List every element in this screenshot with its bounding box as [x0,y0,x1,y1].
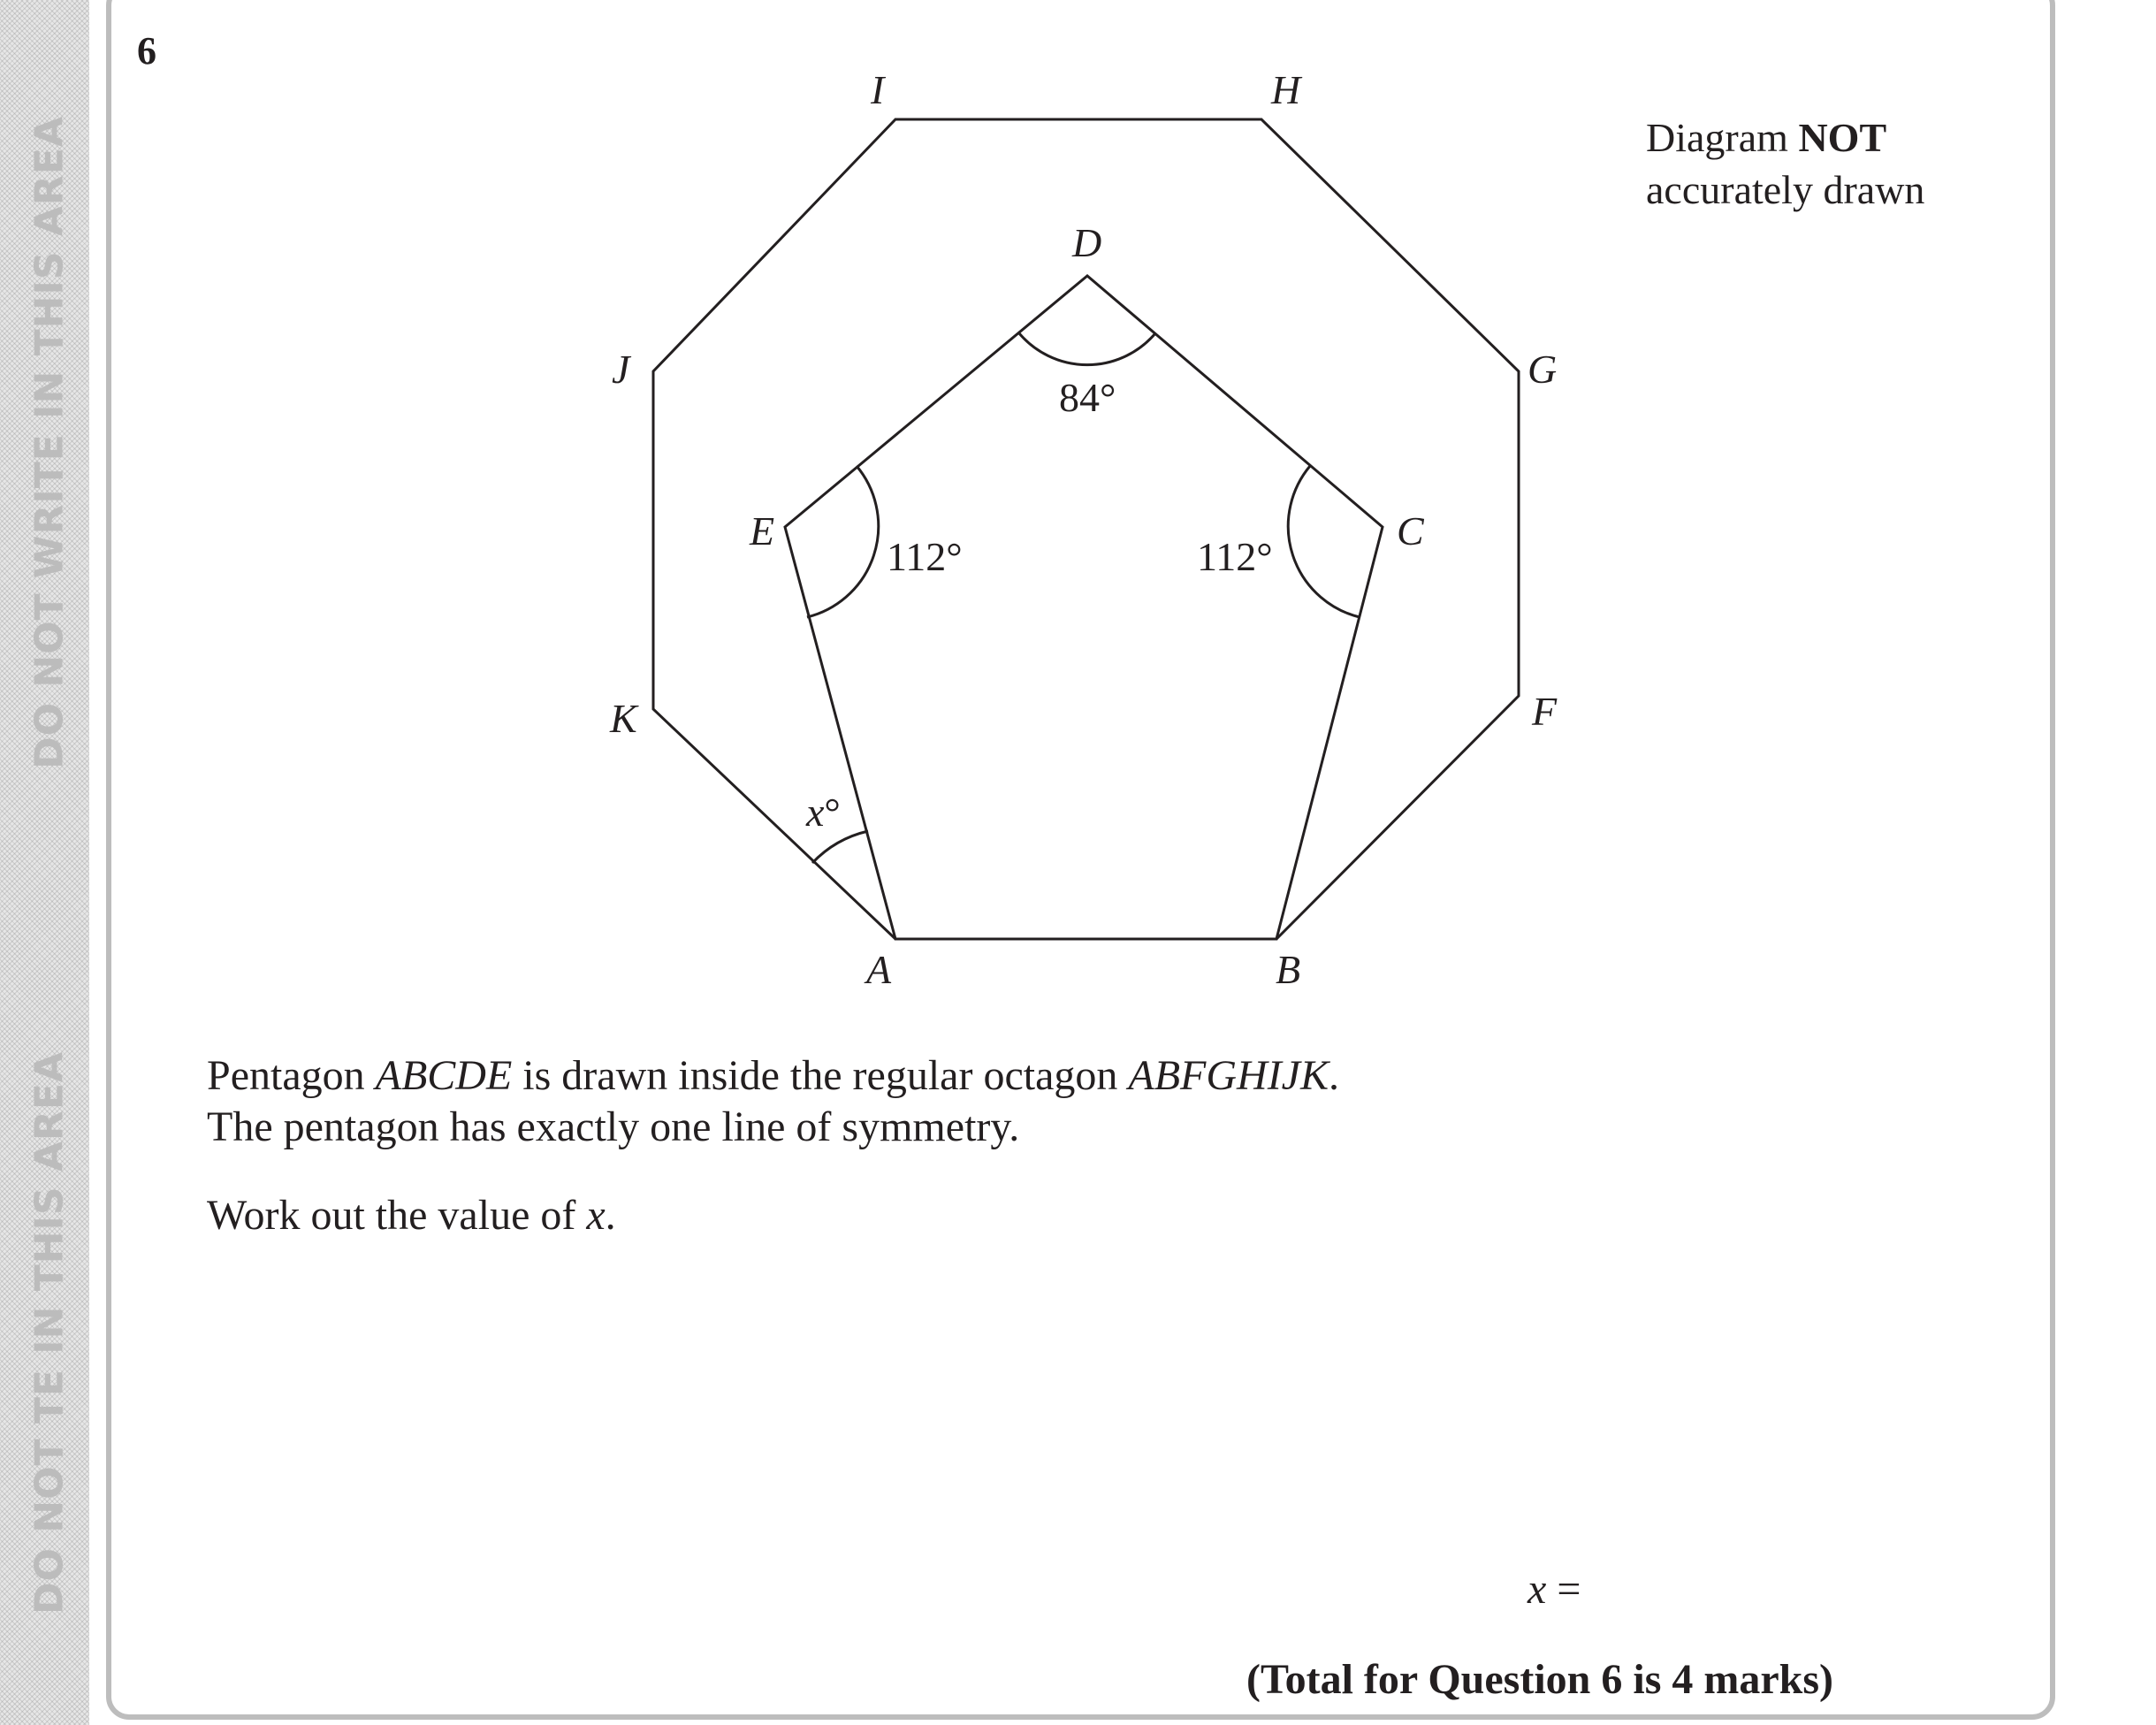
question-line-3 [207,1190,616,1241]
vertex-label-f: F [1532,689,1558,734]
question-text: . [605,1192,616,1239]
diagram-note-bold: NOT [1798,115,1887,160]
margin-warning-upper: DO NOT WRITE IN THIS AREA [27,116,72,769]
answer-equals: = [1546,1566,1581,1613]
vertex-label-a: A [866,947,892,992]
vertex-label-g: G [1527,347,1558,392]
margin-warning-lower: DO NOT TE IN THIS AREA [27,1051,72,1614]
angle-label-c: 112° [1197,534,1273,579]
diagram-note-prefix: Diagram [1646,115,1799,160]
answer-line[interactable] [1527,1565,1581,1614]
question-number: 6 [137,29,156,73]
angle-label-x: x° [806,790,841,835]
angle-arc-x [812,831,868,863]
question-line-1 [207,1050,1339,1102]
answer-variable: x [1527,1566,1547,1613]
total-marks: (Total for Question 6 is 4 marks) [1246,1656,1834,1703]
vertex-label-c: C [1397,508,1424,553]
angle-arc-e [807,466,879,617]
angle-label-e: 112° [887,534,963,579]
angle-label-d: 84° [1059,375,1116,420]
octagon-name: ABFGHIJK [1128,1052,1329,1099]
vertex-label-d: D [1072,220,1102,265]
vertex-label-k: K [610,696,637,741]
question-text: Pentagon [207,1052,376,1099]
angle-arc-c [1288,466,1360,617]
vertex-label-b: B [1276,947,1301,992]
diagram-note-line2: accurately drawn [1646,167,1925,212]
question-line-2: The pentagon has exactly one line of symmetry. [207,1103,1020,1150]
vertex-label-h: H [1271,67,1301,112]
vertex-label-i: I [871,67,885,112]
vertex-label-e: E [750,508,775,553]
vertex-label-j: J [612,347,630,392]
pentagon-name: ABCDE [375,1052,513,1099]
question-text: is drawn inside the regular octagon [512,1052,1129,1099]
angle-arc-d [1019,333,1155,365]
variable-x: x [586,1192,606,1239]
question-text: . [1329,1052,1339,1099]
question-text: Work out the value of [207,1192,587,1239]
